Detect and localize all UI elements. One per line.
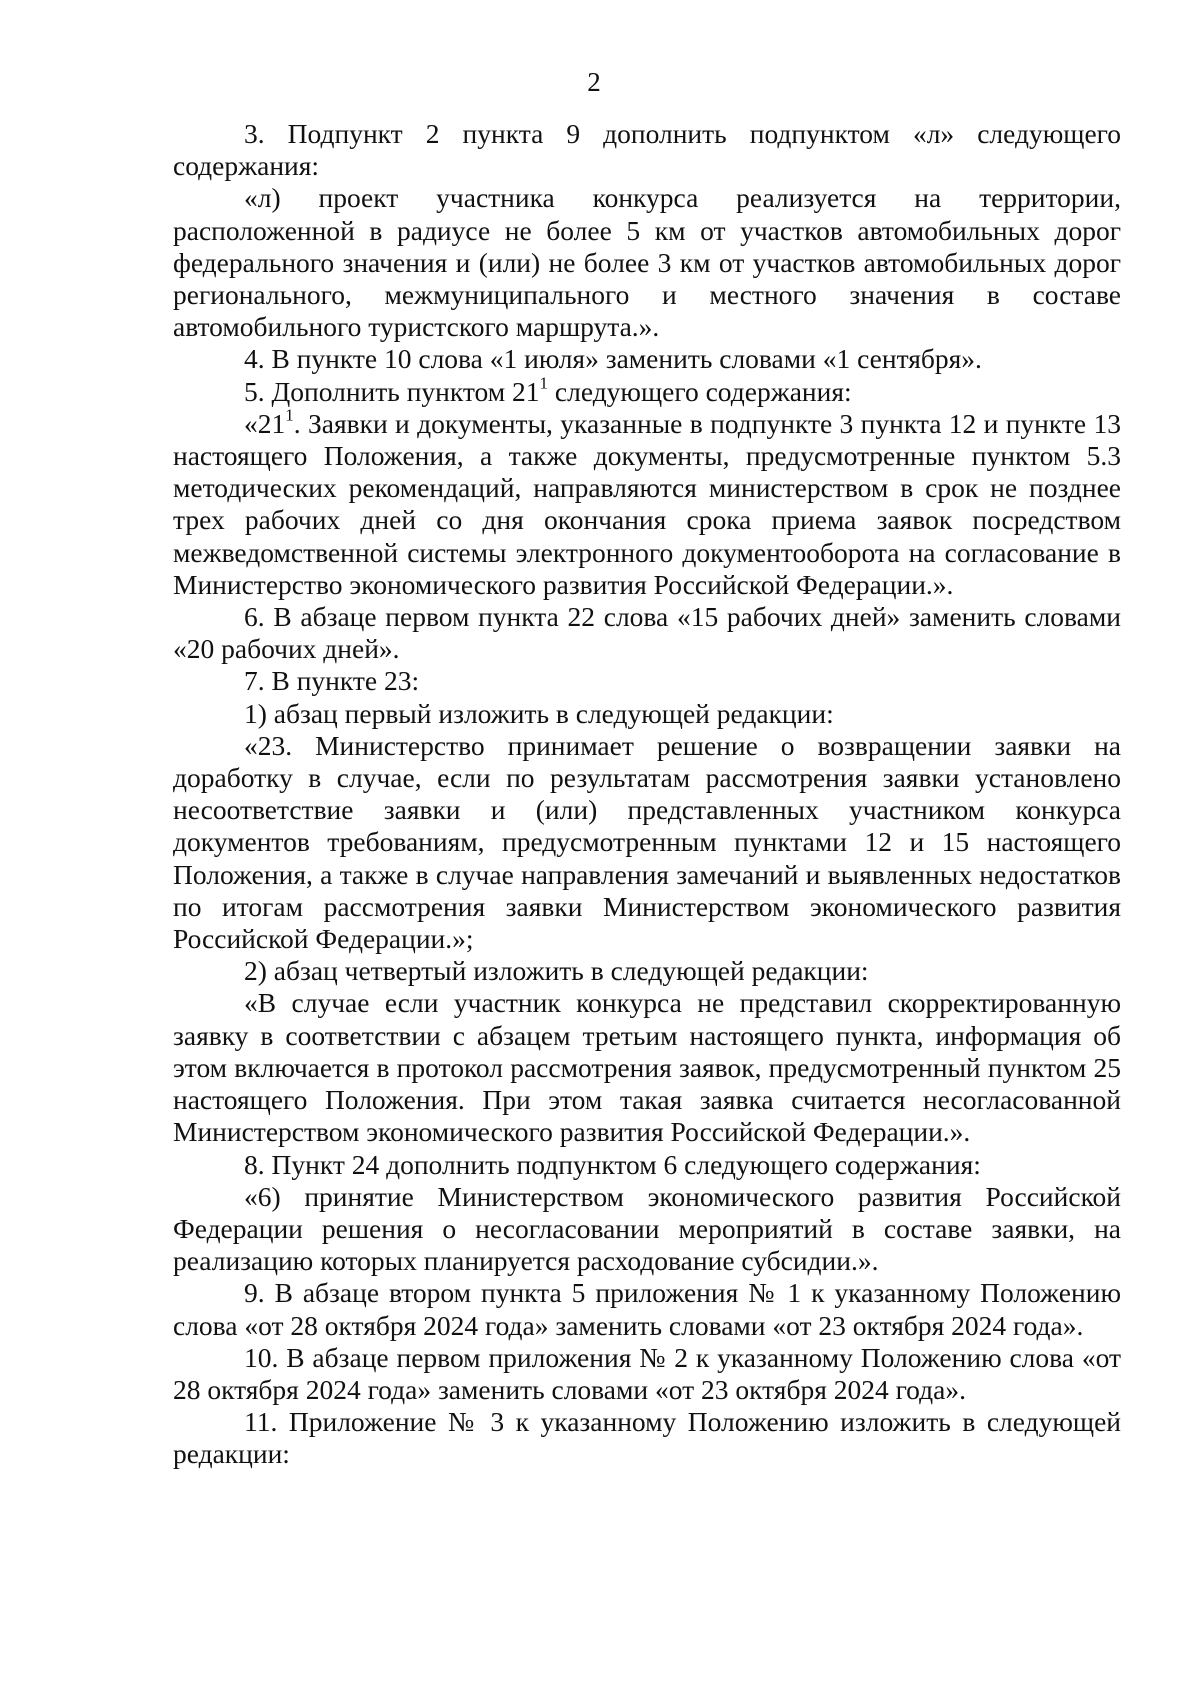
paragraph-8-subitem-6: «6) принятие Министерством экономического развития Российской Федерации решения о несогласовании мероприятий в составе заявки, на реализацию которых планируется расходование субсидии.». [173, 1180, 1121, 1277]
paragraph-7-subitem-1: 1) абзац первый изложить в следующей редакции: [244, 697, 834, 729]
paragraph-5-superscript: 1 [539, 372, 549, 392]
paragraph-5-text-before: 5. Дополнить пунктом 21 [244, 375, 540, 407]
paragraph-8: 8. Пункт 24 дополнить подпунктом 6 следующего содержания: [244, 1148, 981, 1180]
item-21-1-superscript: 1 [285, 405, 294, 425]
item-21-1-text-after: . Заявки и документы, указанные в подпункте 3 пункта 12 и пункте 13 настоящего Положения, а также документы, предусмотренные пунктом 5.3 методических рекомендаций, направляются министерством в срок не позднее трех рабочих дней со дня окончания срока приема заявок посредством межведомственной системы электронного документооборота на согласование в Министерство экономического развития Российской Федерации.». [173, 407, 1121, 600]
item-21-1-text-before: «21 [244, 407, 286, 439]
paragraph-6: 6. В абзаце первом пункта 22 слова «15 рабочих дней» заменить словами «20 рабочих дней». [173, 601, 1121, 665]
paragraph-7-fourth-paragraph: «В случае если участник конкурса не представил скорректированную заявку в соответствии с абзацем третьим настоящего пункта, информация об этом включается в протокол рассмотрения заявок, предусмотренный пунктом 25 настоящего Положения. При этом такая заявка считается несогласованной Министерством экономического развития Российской Федерации.». [173, 987, 1121, 1148]
paragraph-3-subitem-l: «л) проект участника конкурса реализуется на территории, расположенной в радиусе не более 5 км от участков автомобильных дорог федерального значения и (или) не более 3 км от участков автомобильных дорог регионального, межмуниципального и местного значения в составе автомобильного туристского маршрута.». [173, 182, 1121, 343]
paragraph-4: 4. В пункте 10 слова «1 июля» заменить словами «1 сентября». [244, 343, 982, 375]
paragraph-5 [173, 372, 1121, 408]
paragraph-3: 3. Подпункт 2 пункта 9 дополнить подпунктом «л» следующего содержания: [173, 118, 1121, 182]
paragraph-11: 11. Приложение № 3 к указанному Положению изложить в следующей редакции: [173, 1406, 1121, 1470]
paragraph-5-item-21-1 [173, 405, 1121, 601]
document-body [173, 118, 1121, 1471]
paragraph-10: 10. В абзаце первом приложения № 2 к указанному Положению слова «от 28 октября 2024 года» заменить словами «от 23 октября 2024 года». [173, 1341, 1121, 1405]
paragraph-9: 9. В абзаце втором пункта 5 приложения № 1 к указанному Положению слова «от 28 октября 2024 года» заменить словами «от 23 октября 2024 года». [173, 1277, 1121, 1341]
paragraph-7-item-23: «23. Министерство принимает решение о возвращении заявки на доработку в случае, если по результатам рассмотрения заявки установлено несоответствие заявки и (или) представленных участником конкурса документов требованиям, предусмотренным пунктами 12 и 15 настоящего Положения, а также в случае направления замечаний и выявленных недостатков по итогам рассмотрения заявки Министерством экономического развития Российской Федерации.»; [173, 729, 1121, 955]
paragraph-5-text-after: следующего содержания: [548, 375, 852, 407]
page-number: 2 [587, 67, 601, 97]
paragraph-7-subitem-2: 2) абзац четвертый изложить в следующей редакции: [244, 955, 869, 987]
paragraph-7: 7. В пункте 23: [244, 665, 420, 697]
